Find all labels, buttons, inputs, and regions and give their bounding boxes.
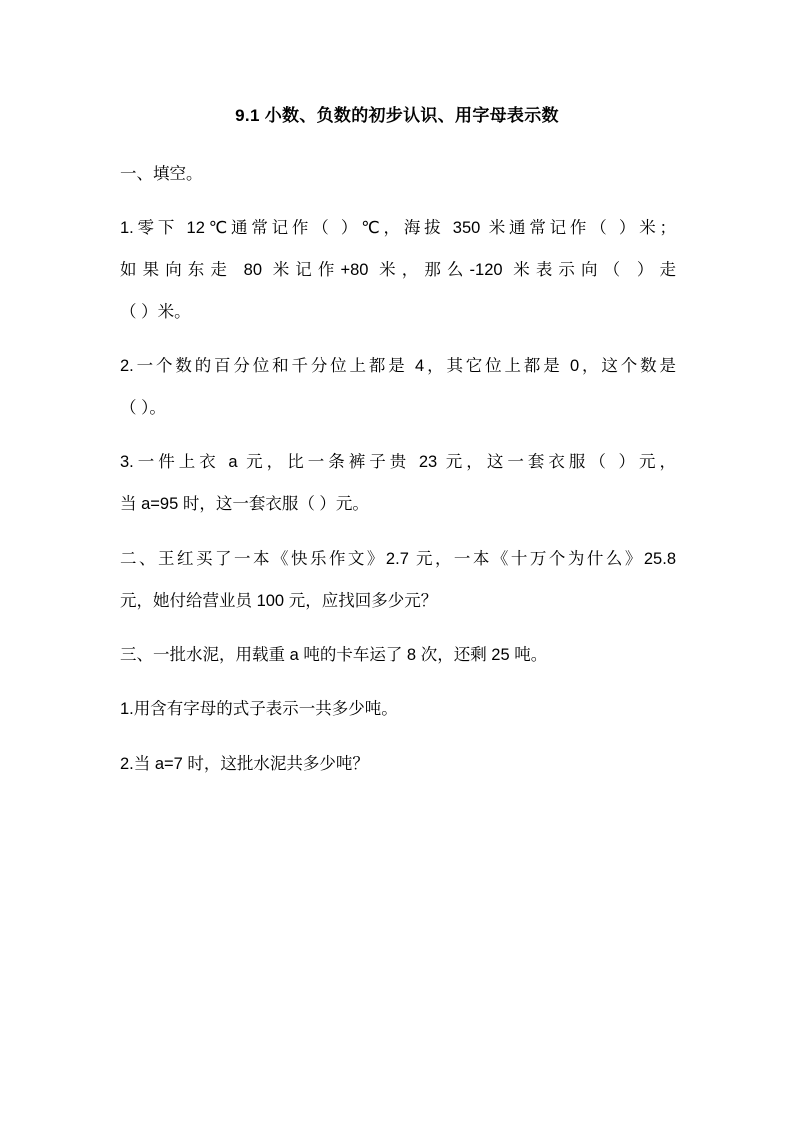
section-3-heading: 三、一批水泥，用载重 a 吨的卡车运了 8 次，还剩 25 吨。 — [120, 646, 548, 664]
question-2-line-2: （ ）。 — [120, 399, 166, 417]
section-1-heading: 一、填空。 — [120, 165, 203, 183]
question-1-line-1: 1.零下 12℃通常记作（ ）℃，海拔 350 米通常记作（ ）米； — [120, 219, 676, 237]
section-2-line-1: 二、王红买了一本《快乐作文》2.7 元，一本《十万个为什么》25.8 — [120, 550, 676, 568]
question-2-line-1: 2.一个数的百分位和千分位上都是 4，其它位上都是 0，这个数是 — [120, 357, 676, 375]
question-1-line-2: 如果向东走 80 米记作+80 米，那么-120 米表示向（ ）走 — [120, 261, 676, 279]
question-3-line-1: 3.一件上衣 a 元，比一条裤子贵 23 元，这一套衣服（ ）元， — [120, 453, 676, 471]
question-1-line-3: （ ）米。 — [120, 303, 191, 321]
section-3-question-1: 1.用含有字母的式子表示一共多少吨。 — [120, 700, 398, 718]
question-3-line-2: 当 a=95 时，这一套衣服（ ）元。 — [120, 495, 369, 513]
section-3-question-2: 2.当 a=7 时，这批水泥共多少吨？ — [120, 755, 369, 773]
document-title: 9.1 小数、负数的初步认识、用字母表示数 — [235, 106, 559, 125]
section-2-line-2: 元，她付给营业员 100 元，应找回多少元？ — [120, 592, 438, 610]
